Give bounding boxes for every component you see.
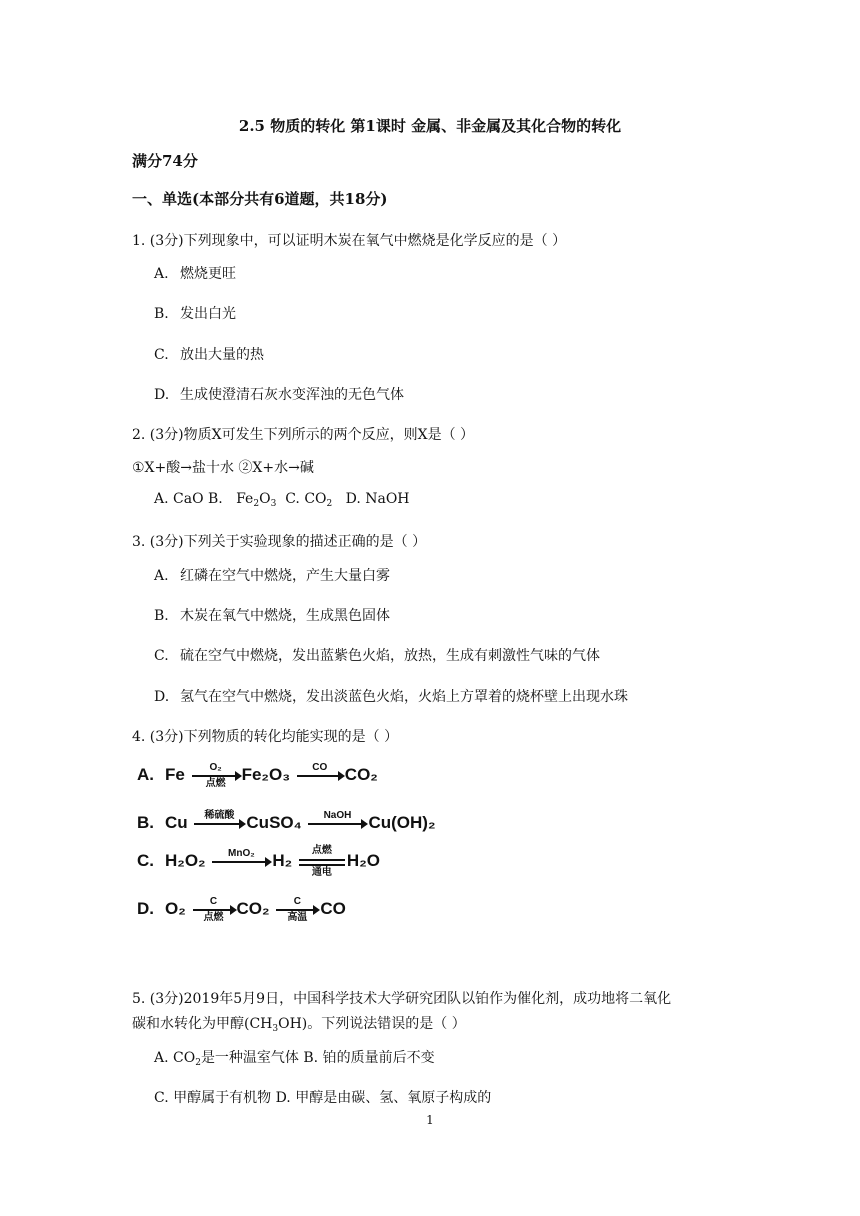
arrow-icon: C 高温 [276,909,318,911]
page-title: 2.5 物质的转化 第1课时 金属、非金属及其化合物的转化 [238,117,622,135]
question-1-option-a: A. 燃烧更旺 [154,266,236,282]
question-3-stem: 3. (3分)下列关于实验现象的描述正确的是（ ） [132,534,427,550]
reaction-c: C. H₂O₂ MnO₂ H₂ 点燃 通电 H₂O [137,844,380,878]
question-4-stem: 4. (3分)下列物质的转化均能实现的是（ ） [132,729,399,745]
reaction-a: A. Fe O₂ 点燃 Fe₂O₃ CO CO₂ [137,761,378,789]
arrow-icon: O₂ 点燃 [192,775,240,777]
page-number: 1 [426,1113,434,1127]
question-5-stem-line-2: 碳和水转化为甲醇$(CH_3OH)$。下列说法错误的是（ ） [132,1016,466,1034]
question-3-option-b: B. 木炭在氧气中燃烧，生成黑色固体 [154,608,390,624]
arrow-icon: C 点燃 [193,909,235,911]
question-5-stem-line-1: 5. (3分)2019年5月9日，中国科学技术大学研究团队以铂作为催化剂，成功地将二氧化 [132,991,672,1007]
reaction-b: B. Cu 稀硫酸 CuSO₄ NaOH Cu(OH)₂ [137,809,436,832]
question-2-stem: 2. (3分)物质X可发生下列所示的两个反应，则X是（ ） [132,427,475,443]
question-1-stem: 1. (3分)下列现象中，可以证明木炭在氧气中燃烧是化学反应的是（ ） [132,233,567,249]
full-score: 满分74分 [132,152,198,170]
question-1-option-d: D. 生成使澄清石灰水变浑浊的无色气体 [154,387,404,403]
reaction-d: D. O₂ C 点燃 CO₂ C 高温 CO [137,895,346,923]
reversible-arrow-icon: 点燃 通电 [299,855,345,869]
arrow-icon: MnO₂ [212,861,270,863]
arrow-icon: 稀硫酸 [194,823,244,825]
question-1-option-b: B. 发出白光 [154,306,236,322]
question-3-option-a: A. 红磷在空气中燃烧，产生大量白雾 [154,568,390,584]
arrow-icon: NaOH [308,823,366,825]
question-3-option-c: C. 硫在空气中燃烧，发出蓝紫色火焰，放热，生成有刺激性气味的气体 [154,648,600,664]
question-1-option-c: C. 放出大量的热 [154,347,264,363]
question-2-options: A. CaO B. $Fe_2O_3$ C. $CO_2$ D. NaOH [154,491,410,509]
question-5-options-cd: C. 甲醇属于有机物 D. 甲醇是由碳、氢、氧原子构成的 [154,1090,492,1106]
arrow-icon: CO [297,775,343,777]
question-3-option-d: D. 氢气在空气中燃烧，发出淡蓝色火焰，火焰上方罩着的烧杯壁上出现水珠 [154,689,628,705]
question-2-reactions: ①X+酸→盐十水 ②X+水→碱 [132,460,314,476]
question-5-options-ab: A. $CO_2$是一种温室气体 B. 铂的质量前后不变 [154,1050,435,1068]
section-heading: 一、单选(本部分共有6道题，共18分) [132,190,388,208]
